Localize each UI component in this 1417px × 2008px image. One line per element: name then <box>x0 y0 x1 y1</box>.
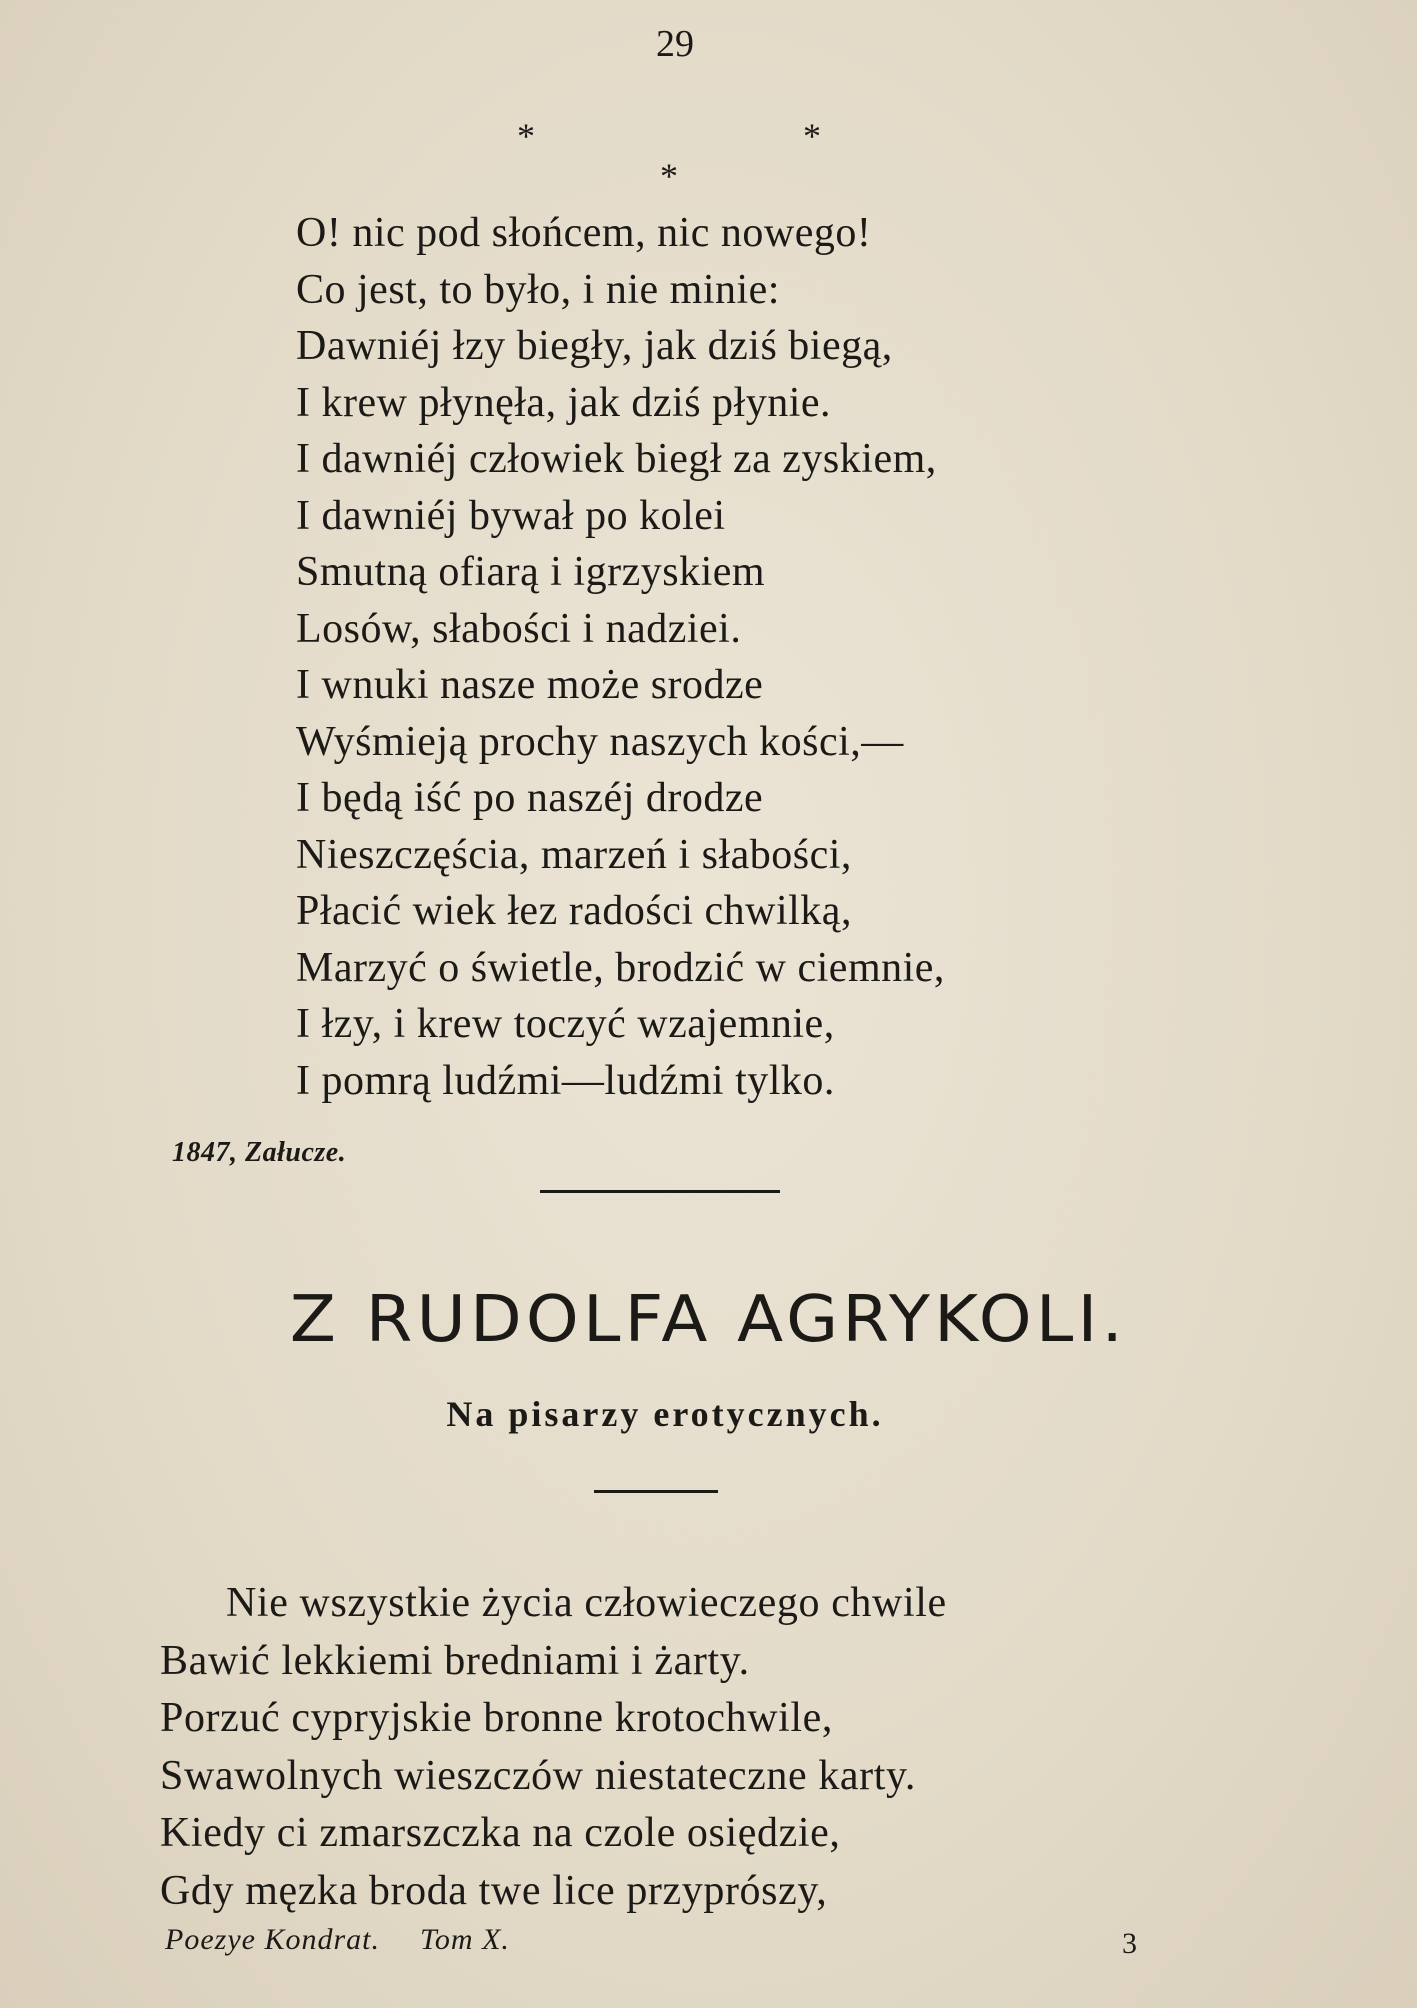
poem-line: Porzuć cypryjskie bronne krotochwile, <box>160 1695 834 1741</box>
poem-line: O! nic pod słońcem, nic nowego! <box>296 210 872 256</box>
poem-line: I dawniéj człowiek biegł za zyskiem, <box>296 436 937 482</box>
poem-line: I będą iść po naszéj drodze <box>296 775 764 821</box>
subtitle-divider <box>594 1490 718 1493</box>
footer-signature-volume: Tom X. <box>419 1923 510 1956</box>
poem-line: Losów, słabości i nadziei. <box>296 605 742 652</box>
poem-line: Smutną ofiarą i igrzyskiem <box>296 549 766 595</box>
section-subtitle: Na pisarzy erotycznych. <box>446 1394 884 1434</box>
poem-line: Nieszczęścia, marzeń i słabości, <box>296 831 852 878</box>
poem-line: Kiedy ci zmarszczka na czole osiędzie, <box>160 1810 841 1856</box>
poem-stanza <box>160 1575 947 1920</box>
page-number: 29 <box>656 23 694 65</box>
poem-line: I wnuki nasze może srodze <box>296 662 764 708</box>
poem-line: Wyśmieją prochy naszych kości,— <box>296 718 904 765</box>
asterism-star: * <box>803 116 821 156</box>
poem-line: I łzy, i krew toczyć wzajemnie, <box>296 1001 835 1047</box>
poem-line: Gdy męzka broda twe lice przyprószy, <box>160 1867 828 1914</box>
poem-line: Dawniéj łzy biegły, jak dziś biegą, <box>296 323 893 369</box>
poem-line: Swawolnych wieszczów niestateczne karty. <box>160 1752 916 1799</box>
asterism-star: * <box>517 116 535 156</box>
poem-line: Marzyć o świetle, brodzić w ciemnie, <box>296 944 945 991</box>
sheet-number: 3 <box>1122 1927 1137 1960</box>
poem-date-place: 1847, Załucze. <box>172 1137 347 1168</box>
section-divider <box>540 1190 780 1193</box>
poem-line: I pomrą ludźmi—ludźmi tylko. <box>296 1057 835 1104</box>
poem-line: Bawić lekkiemi bredniami i żarty. <box>160 1637 750 1684</box>
section-title: Z RUDOLFA AGRYKOLI. <box>289 1283 1128 1357</box>
poem-line: Płacić wiek łez radości chwilką, <box>296 888 852 934</box>
poem-line: I dawniéj bywał po kolei <box>296 492 726 539</box>
poem-stanza <box>296 205 945 1109</box>
asterism-star: * <box>660 156 678 196</box>
poem-line: Nie wszystkie życia człowieczego chwile <box>226 1580 947 1626</box>
poem-line: I krew płynęła, jak dziś płynie. <box>296 379 832 426</box>
footer-signature <box>165 1923 550 1957</box>
footer-signature-title: Poezye Kondrat. <box>165 1923 380 1956</box>
poem-line: Co jest, to było, i nie minie: <box>296 266 780 313</box>
